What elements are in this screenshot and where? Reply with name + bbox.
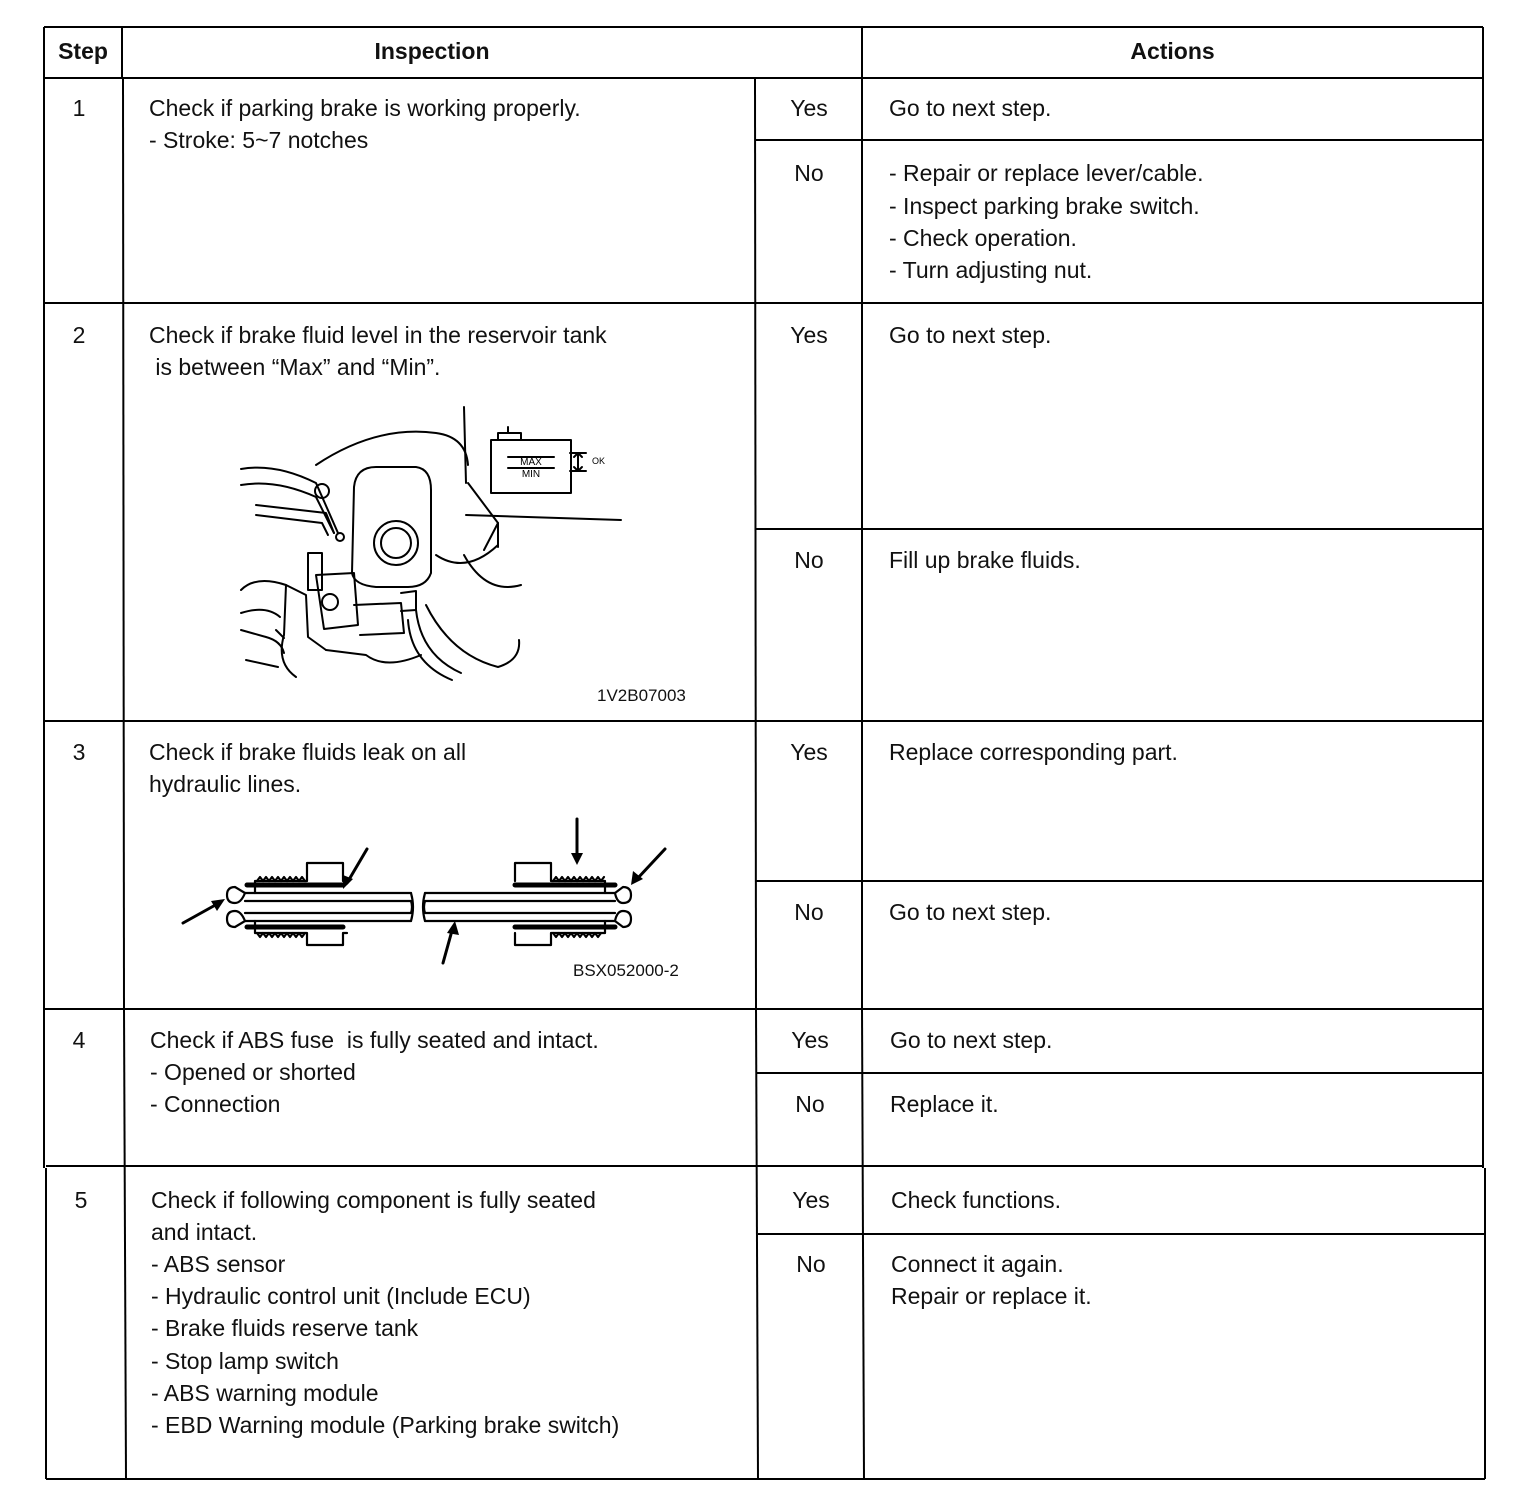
- yes-action: Go to next step.: [890, 1027, 1053, 1053]
- yes-label: Yes: [790, 739, 828, 765]
- inspection-line: - ABS warning module: [151, 1380, 379, 1406]
- step-number: 2: [72, 322, 86, 348]
- no-label: No: [794, 160, 824, 186]
- no-action: Connect it again.: [891, 1251, 1064, 1277]
- inspection-line: Check if ABS fuse is fully seated and intact.: [150, 1027, 599, 1053]
- yes-label: Yes: [790, 322, 828, 348]
- no-label: No: [794, 899, 824, 925]
- inspection-line: Check if following component is fully seated: [151, 1187, 596, 1213]
- inspection-line: - Stop lamp switch: [151, 1348, 339, 1374]
- step-number: 3: [72, 739, 86, 765]
- no-action: - Turn adjusting nut.: [889, 257, 1093, 283]
- inspection-line: - Opened or shorted: [150, 1059, 356, 1085]
- reservoir-diagram: [236, 405, 626, 685]
- no-action: - Repair or replace lever/cable.: [889, 160, 1204, 186]
- inspection-line: and intact.: [151, 1219, 258, 1245]
- inspection-line: is between “Max” and “Min”.: [149, 354, 441, 380]
- step-number: 1: [72, 95, 86, 121]
- step-number: 5: [74, 1187, 88, 1213]
- no-action: Replace it.: [890, 1091, 999, 1117]
- inspection-line: Check if parking brake is working properly.: [149, 95, 581, 121]
- yes-action: Go to next step.: [889, 95, 1052, 121]
- no-label: No: [796, 1251, 826, 1277]
- no-action: Repair or replace it.: [891, 1283, 1092, 1309]
- yes-label: Yes: [790, 95, 828, 121]
- no-label: No: [795, 1091, 825, 1117]
- no-action: Go to next step.: [889, 899, 1052, 925]
- inspection-line: - Brake fluids reserve tank: [151, 1315, 419, 1341]
- inspection-line: - Stroke: 5~7 notches: [149, 127, 369, 153]
- header-step: Step: [58, 38, 108, 64]
- no-label: No: [794, 547, 824, 573]
- yes-action: Check functions.: [891, 1187, 1062, 1213]
- header-inspection: Inspection: [374, 38, 490, 64]
- inspection-line: - ABS sensor: [151, 1251, 286, 1277]
- yes-label: Yes: [791, 1027, 829, 1053]
- inspection-line: Check if brake fluids leak on all: [149, 739, 467, 765]
- min-label: MIN: [521, 469, 541, 480]
- yes-action: Go to next step.: [889, 322, 1052, 348]
- ok-label: OK: [592, 456, 606, 466]
- inspection-line: - EBD Warning module (Parking brake switch): [151, 1412, 620, 1438]
- yes-label: Yes: [792, 1187, 830, 1213]
- step-number: 4: [72, 1027, 86, 1053]
- hydraulic-lines-diagram: [175, 815, 675, 970]
- header-actions: Actions: [1130, 38, 1215, 64]
- no-action: Fill up brake fluids.: [889, 547, 1081, 573]
- no-action: - Check operation.: [889, 225, 1077, 251]
- inspection-line: hydraulic lines.: [149, 771, 302, 797]
- inspection-line: - Connection: [150, 1091, 281, 1117]
- yes-action: Replace corresponding part.: [889, 739, 1178, 765]
- no-action: - Inspect parking brake switch.: [889, 193, 1200, 219]
- figure-caption: BSX052000-2: [573, 961, 679, 980]
- max-label: MAX: [520, 457, 542, 468]
- inspection-line: - Hydraulic control unit (Include ECU): [151, 1283, 531, 1309]
- figure-caption: 1V2B07003: [597, 686, 686, 705]
- inspection-line: Check if brake fluid level in the reservoir tank: [149, 322, 607, 348]
